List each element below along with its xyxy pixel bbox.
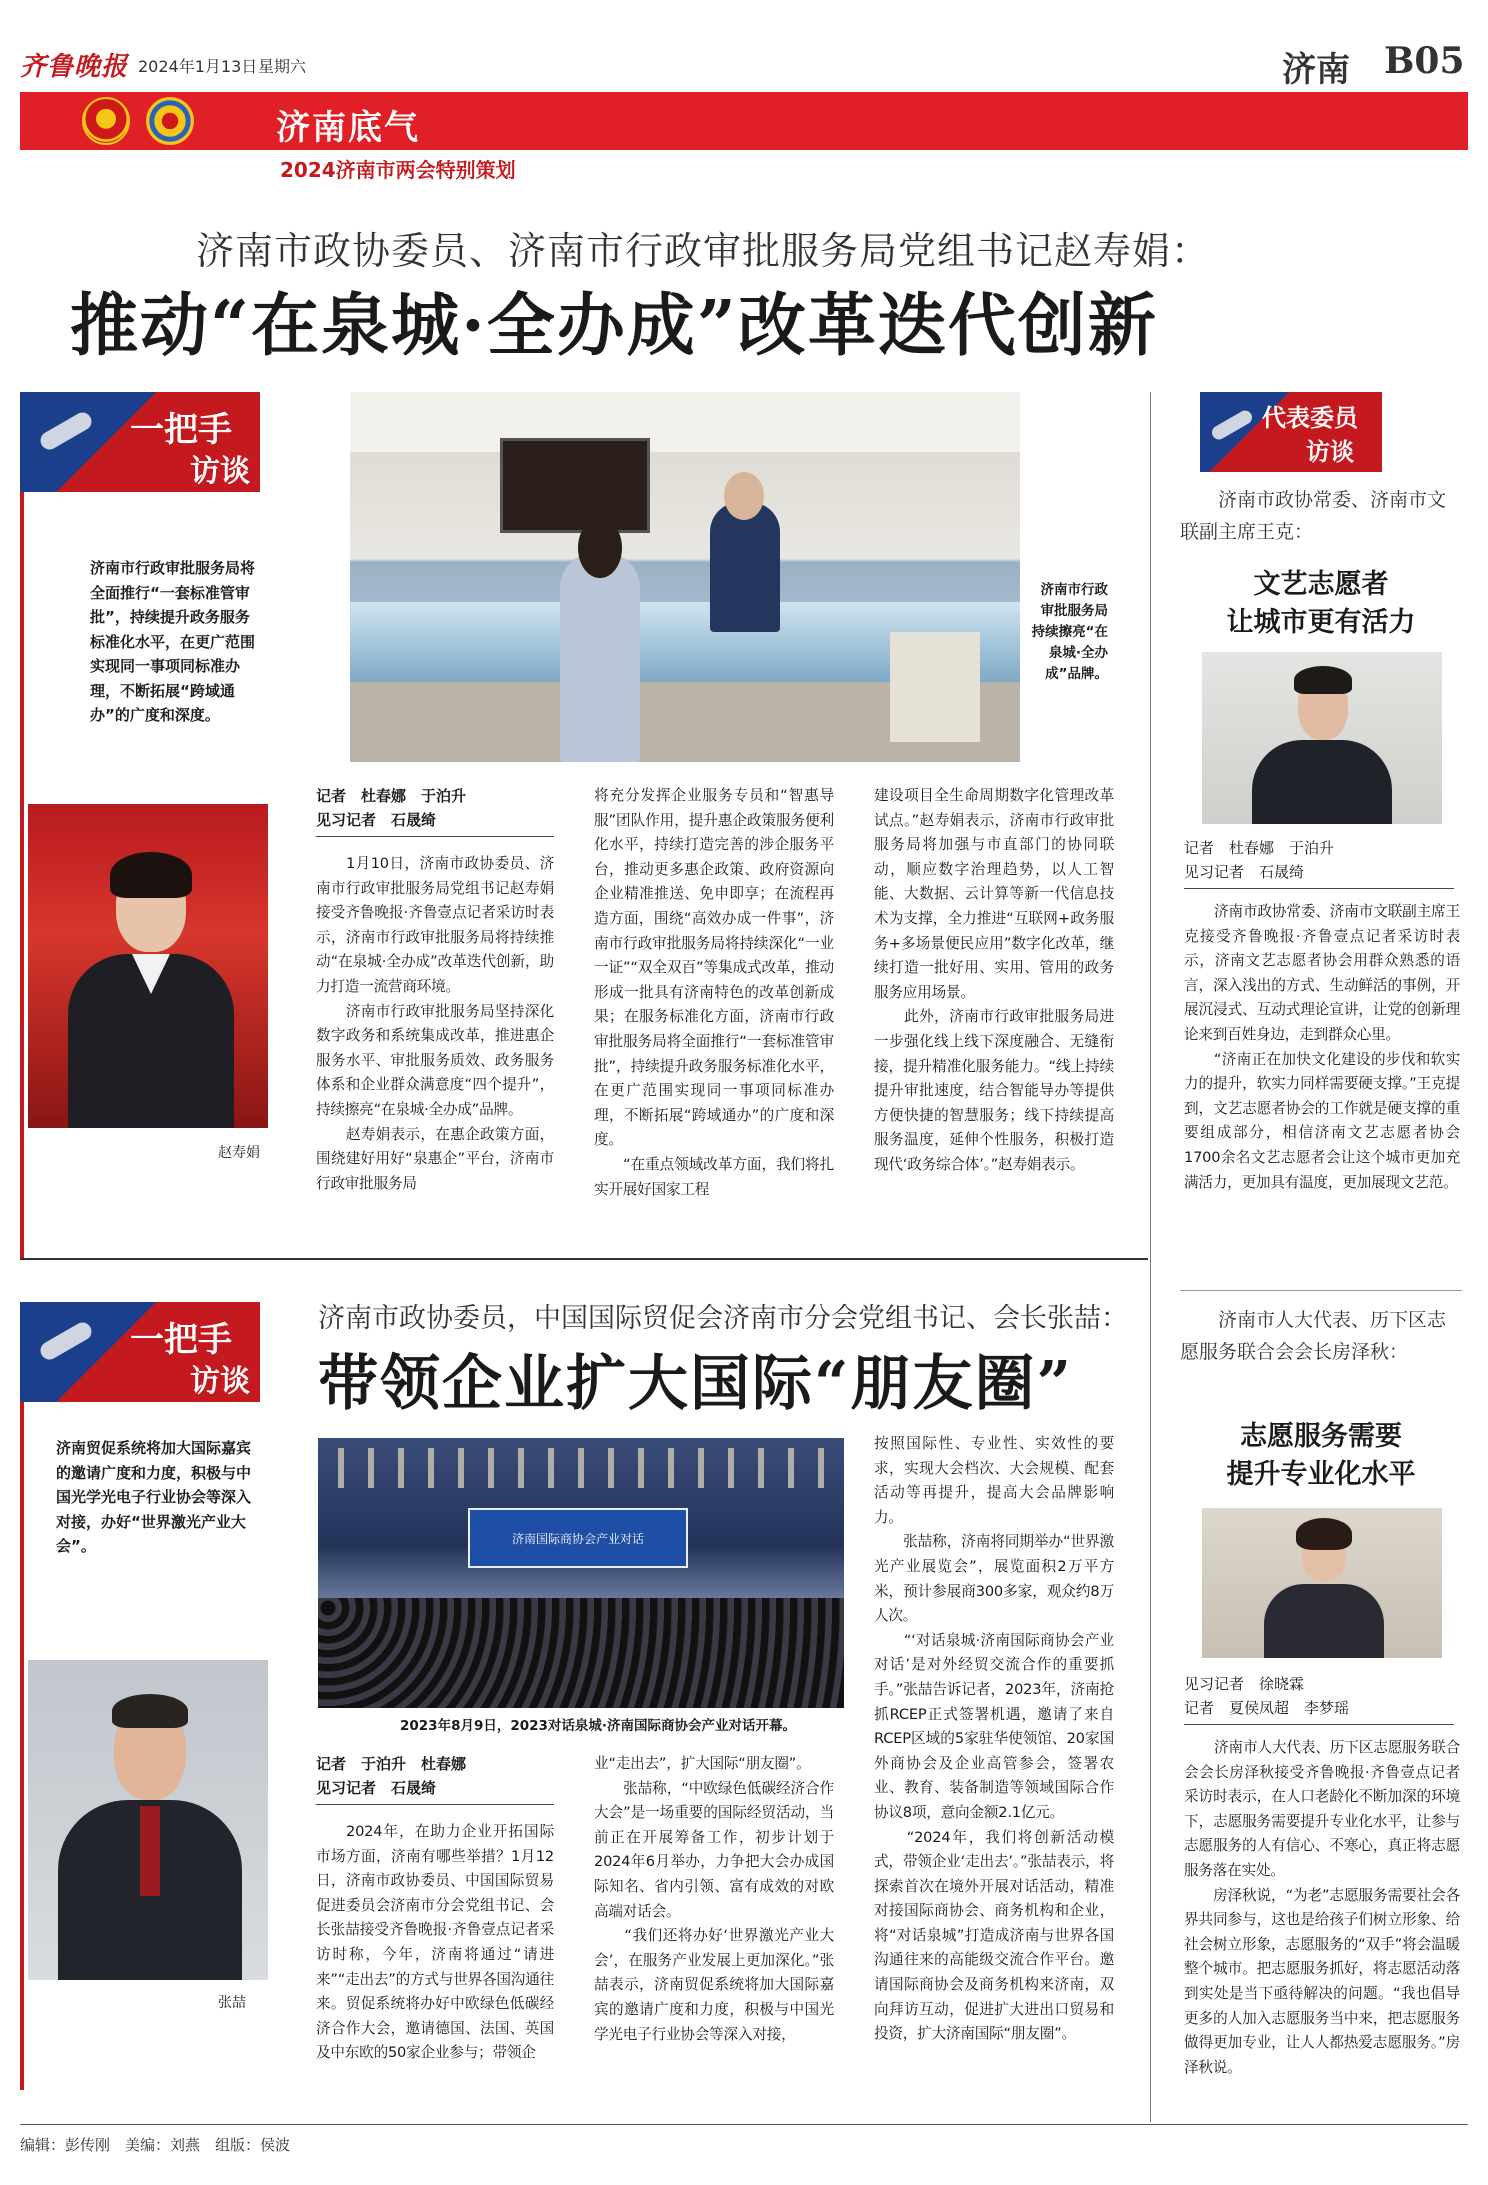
portrait-fang <box>1202 1508 1442 1658</box>
sidebar2-byline1: 见习记者 徐晓霖 <box>1184 1675 1305 1693</box>
portrait-zhang <box>28 1660 268 1980</box>
sidebar-divider <box>1150 392 1151 2122</box>
article2-byline1: 记者 于泊升 杜春娜 <box>316 1755 467 1773</box>
portrait-caption-zhao: 赵寿娟 <box>218 1145 260 1161</box>
conference-photo <box>318 1438 844 1708</box>
microphone-icon <box>37 1319 94 1363</box>
byline-rule-2 <box>316 1804 554 1805</box>
sidebar1-byline2: 见习记者 石晟绮 <box>1184 863 1305 881</box>
byline-rule-1 <box>316 836 554 837</box>
service-hall-photo <box>350 392 1020 762</box>
photo-stand <box>890 632 980 742</box>
sidebar1-headline-1: 文艺志愿者 <box>1253 569 1389 600</box>
portrait-wang <box>1202 652 1442 824</box>
badge-line1: 一把手 <box>130 1320 232 1360</box>
article2-headline: 带领企业扩大国际“朋友圈” <box>318 1349 1074 1419</box>
conference-stage-screen <box>468 1508 688 1568</box>
article2-col1: 2024年，在助力企业开拓国际市场方面，济南有哪些举措？1月12日，济南市政协委员、中国国际贸易促进委员会济南市分会党组书记、会长张喆接受齐鲁晚报·齐鲁壹点记者采访时称，今年，济南将通过“请进来”“走出去”的方式与世界各国沟通往来。贸促系统将办好中欧绿色低碳经济合作大会，邀请德国、法国、英国及中东欧的50家企业参与；带领企 <box>316 1823 554 2062</box>
badge-line2: 访谈 <box>1306 437 1354 466</box>
sidebar1-rule <box>1184 888 1454 889</box>
page-number: B05 <box>1384 40 1465 82</box>
section-banner <box>20 92 1468 150</box>
cppcc-emblem-icon <box>146 97 194 145</box>
article2-col2: 业“走出去”，扩大国际“朋友圈”。 张喆称，“中欧绿色低碳经济合作大会”是一场重要的国际经贸活动，当前正在开展筹备工作，初步计划于2024年6月举办，力争把大会办成国际知名、省内引领、富有成效的对欧高端对话会。 “我们还将办好‘世界激光产业大会’，在服务产业发展上更加深化。”张喆表示，济南贸促系统将加大国际嘉宾的邀请广度和力度，积极与中国光学光电子行业协会等深入对接， <box>594 1755 834 2043</box>
portrait-body <box>1264 1584 1384 1658</box>
microphone-icon <box>37 409 94 453</box>
stage-screen-text: 济南国际商协会产业对话 <box>511 1532 644 1546</box>
portrait-caption-zhang: 张喆 <box>218 1995 246 2011</box>
badge-line1: 一把手 <box>130 410 232 450</box>
left-rule-bottom <box>20 1400 24 2090</box>
article1-col3: 建设项目全生命周期数字化管理改革试点。”赵寿娟表示，济南市行政审批服务局将加强与市直部门的协同联动，顺应数字治理趋势，以人工智能、大数据、云计算等新一代信息技术为支撑，全力推进“互联网+政务服务+多场景便民应用”数字化改革，继续打造一批好用、实用、管用的政务服务应用场景。 此外，济南市行政审批服务局进一步强化线上线下深度融合、无缝衔接，提升精准化服务能力。“线上持续提升审批速度，结合智能导办等提供方便快捷的智慧服务；线下持续提高服务温度，延伸个性服务，积极打造现代‘政务综合体’。”赵寿娟表示。 <box>874 787 1114 1173</box>
footer-rule <box>20 2124 1468 2125</box>
section-city: 济南 <box>1282 50 1350 90</box>
photo-visitor-hair <box>578 518 622 578</box>
article-divider <box>20 1258 1148 1260</box>
service-hall-caption: 济南市行政审批服务局持续擦亮“在泉城·全办成”品牌。 <box>1031 582 1108 682</box>
photo-staff <box>710 502 780 632</box>
article1-col1: 1月10日，济南市政协委员、济南市行政审批服务局党组书记赵寿娟接受齐鲁晚报·齐鲁壹点记者采访时表示，济南市行政审批服务局将持续推动“在泉城·全办成”改革迭代创新，助力打造一流营商环境。 济南市行政审批服务局坚持深化数字政务和系统集成改革，推进惠企服务水平、审批服务质效、政务服务体系和企业群众满意度“四个提升”，持续擦亮“在泉城·全办成”品牌。 赵寿娟表示，在惠企政策方面，围绕建好用好“泉惠企”平台，济南市行政审批服务局 <box>316 855 554 1192</box>
article1-col2: 将充分发挥企业服务专员和“智惠导服”团队作用，提升惠企政策服务便利化水平，持续打造完善的涉企服务平台，推动更多惠企政策、政府资源向企业精准推送、免申即享；在流程再造方面，围绕“高效办成一件事”，济南市行政审批服务局将持续深化“一业一证”“双全双百”等集成式改革，推动形成一批具有济南特色的改革创新成果；在服务标准化方面，济南市行政审批服务局将全面推行“一套标准管审批”，持续提升政务服务标准化水平，在更广范围实现同一事项同标准办理，不断拓展“跨域通办”的广度和深度。 “在重点领域改革方面，我们将扎实开展好国家工程 <box>594 787 834 1198</box>
badge-line2: 访谈 <box>190 454 250 489</box>
photo-visitor <box>560 552 640 762</box>
sidebar1-intro: 济南市政协常委、济南市文联副主席王克： <box>1180 489 1447 543</box>
banner-subtitle: 2024济南市两会特别策划 <box>280 158 516 182</box>
portrait-hair <box>112 1694 188 1728</box>
article1-byline1: 记者 杜春娜 于泊升 <box>316 787 467 805</box>
microphone-icon <box>1209 408 1254 442</box>
sidebar1-body: 济南市政协常委、济南市文联副主席王克接受齐鲁晚报·齐鲁壹点记者采访时表示，济南文艺志愿者协会用群众熟悉的语言，深入浅出的方式、生动鲜活的事例，开展沉浸式、互动式理论宣讲，让党的创新理论来到百姓身边，走到群众心里。 “济南正在加快文化建设的步伐和软实力的提升，软实力同样需要硬支撑。”王克提到，文艺志愿者协会的工作就是硬支撑的重要组成部分，相信济南文艺志愿者协会1700余名文艺志愿者会让这个城市更加充满活力，更加具有温度，更加展现文艺范。 <box>1184 903 1460 1191</box>
portrait-hair <box>110 852 192 898</box>
photo-ceiling <box>350 392 1020 452</box>
sidebar2-byline2: 记者 夏侯凤超 李梦瑶 <box>1184 1699 1350 1717</box>
article2-col3: 按照国际性、专业性、实效性的要求，实现大会档次、大会规模、配套活动等再提升，提高大会品牌影响力。 张喆称，济南将同期举办“世界激光产业展览会”，展览面积2万平方米，预计参展商300多家，观众约8万人次。 “‘对话泉城·济南国际商协会产业对话’是对外经贸交流合作的重要抓手。”张喆告诉记者，2023年，济南抢抓RCEP正式签署机遇，邀请了来自RCEP区域的5家驻华使领馆、20家国外商协会及企业高管参会，签署农业、教育、装备制造等领域国际合作协议8项，意向金额2.1亿元。 “2024年，我们将创新活动模式，带领企业‘走出去’。”张喆表示，将探索首次在境外开展对话活动，精准对接国际商协会、商务机构和企业，将“对话泉城”打造成济南与世界各国沟通往来的高能级交流合作平台。邀请国际商协会及商务机构来济南，双向拜访互动，促进扩大进出口贸易和投资，扩大济南国际“朋友圈”。 <box>874 1435 1114 2043</box>
interview-badge-3 <box>1200 392 1382 472</box>
portrait-tie <box>140 1806 160 1896</box>
conference-audience <box>318 1598 844 1708</box>
badge-line1: 代表委员 <box>1262 403 1358 432</box>
article1-headline: 推动“在泉城·全办成”改革迭代创新 <box>70 286 1158 366</box>
portrait-body <box>1252 740 1392 824</box>
interview-badge-1 <box>20 392 260 492</box>
sidebar2-headline-1: 志愿服务需要 <box>1240 1421 1402 1452</box>
article1-lead: 济南市行政审批服务局将全面推行“一套标准管审批”，持续提升政务服务标准化水平，在更广范围实现同一事项同标准办理，不断拓展“跨域通办”的广度和深度。 <box>90 559 256 724</box>
sidebar-mid-rule <box>1180 1290 1462 1291</box>
article1-kicker: 济南市政协委员、济南市行政审批服务局党组书记赵寿娟： <box>196 229 1211 273</box>
portrait-hair <box>1296 1518 1352 1550</box>
portrait-hair <box>1294 666 1352 694</box>
paper-name: 齐鲁晚报 <box>20 52 129 82</box>
sidebar2-headline-2: 提升专业化水平 <box>1226 1459 1416 1490</box>
conference-photo-caption: 2023年8月9日，2023对话泉城·济南国际商协会产业对话开幕。 <box>400 1718 797 1734</box>
sidebar1-byline1: 记者 杜春娜 于泊升 <box>1184 839 1335 857</box>
photo-screen <box>500 438 650 533</box>
article2-byline2: 见习记者 石晟绮 <box>316 1779 437 1797</box>
issue-weekday: 星期六 <box>258 57 307 76</box>
article1-byline2: 见习记者 石晟绮 <box>316 811 437 829</box>
badge-line2: 访谈 <box>190 1364 250 1399</box>
conference-ceiling-lights <box>338 1448 824 1488</box>
banner-title: 济南底气 <box>276 108 420 148</box>
sidebar2-intro: 济南市人大代表、历下区志愿服务联合会会长房泽秋： <box>1180 1309 1447 1363</box>
masthead <box>0 0 1488 92</box>
article2-lead: 济南贸促系统将加大国际嘉宾的邀请广度和力度，积极与中国光学光电子行业协会等深入对接，办好“世界激光产业大会”。 <box>56 1439 252 1555</box>
sidebar2-body: 济南市人大代表、历下区志愿服务联合会会长房泽秋接受齐鲁晚报·齐鲁壹点记者采访时表示，在人口老龄化不断加深的环境下，志愿服务需要提升专业化水平，让参与志愿服务的人有信心、不寒心，真正将志愿服务落在实处。 房泽秋说，“为老”志愿服务需要社会各界共同参与，这也是给孩子们树立形象、给社会树立形象，志愿服务的“双手”将会温暖整个城市。把志愿服务抓好，将志愿活动落到实处是当下亟待解决的问题。“我也倡导更多的人加入志愿服务当中来，把志愿服务做得更加专业，让人人都热爱志愿服务。”房泽秋说。 <box>1184 1739 1460 2076</box>
portrait-zhao <box>28 804 268 1128</box>
photo-staff-head <box>724 472 764 520</box>
issue-date: 2024年1月13日 <box>138 57 258 76</box>
footer-editor: 编辑：彭传刚 美编：刘燕 组版：侯波 <box>20 2136 291 2154</box>
article2-kicker: 济南市政协委员，中国国际贸促会济南市分会党组书记、会长张喆： <box>318 1303 1128 1334</box>
interview-badge-2 <box>20 1302 260 1402</box>
left-rule-top <box>20 490 24 1258</box>
sidebar2-rule <box>1184 1724 1454 1725</box>
national-emblem-icon <box>82 97 130 145</box>
sidebar1-headline-2: 让城市更有活力 <box>1226 607 1416 638</box>
